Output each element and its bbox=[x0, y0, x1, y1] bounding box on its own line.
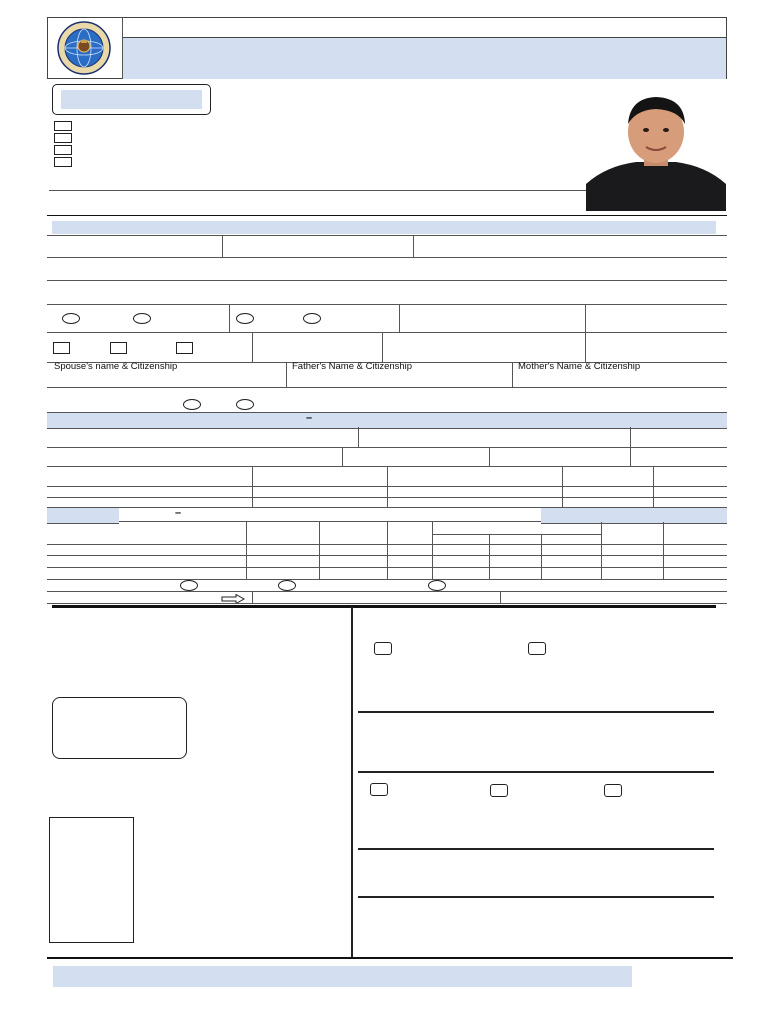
col-line bbox=[222, 235, 223, 257]
exam-radio-3[interactable] bbox=[428, 580, 446, 591]
row-line bbox=[47, 555, 727, 556]
civil-checkbox-1[interactable] bbox=[53, 342, 70, 354]
thumbmark-box[interactable] bbox=[49, 817, 134, 943]
col-line bbox=[601, 522, 602, 579]
col-line bbox=[342, 447, 343, 466]
exam-band-left bbox=[47, 507, 119, 524]
right-line bbox=[358, 711, 714, 713]
yes-no-radio-2[interactable] bbox=[236, 399, 254, 410]
exam-band-dash: – bbox=[175, 507, 182, 519]
col-line bbox=[489, 534, 490, 579]
col-line bbox=[387, 522, 388, 579]
status-radio-2[interactable] bbox=[303, 313, 321, 324]
applicant-photo bbox=[586, 92, 726, 211]
right-line bbox=[358, 896, 714, 898]
father-label: Father's Name & Citizenship bbox=[292, 361, 413, 372]
col-line bbox=[489, 447, 490, 466]
row-line bbox=[47, 497, 727, 498]
signature-box[interactable] bbox=[52, 697, 187, 759]
lower-top-rule bbox=[52, 605, 716, 608]
col-line bbox=[252, 332, 253, 362]
right-line bbox=[358, 771, 714, 773]
col-line bbox=[246, 522, 247, 579]
col-line bbox=[432, 522, 433, 579]
col-line bbox=[399, 304, 400, 332]
right-checkbox-1[interactable] bbox=[374, 642, 392, 655]
personal-info-band bbox=[52, 221, 716, 234]
row-line bbox=[47, 591, 727, 592]
exam-radio-1[interactable] bbox=[180, 580, 198, 591]
col-line bbox=[541, 534, 542, 579]
sex-radio-2[interactable] bbox=[133, 313, 151, 324]
col-line bbox=[500, 591, 501, 603]
mother-label: Mother's Name & Citizenship bbox=[518, 361, 641, 372]
exam-band-right bbox=[541, 507, 727, 524]
option-checkbox-2[interactable] bbox=[54, 133, 72, 143]
prc-seal bbox=[50, 20, 118, 76]
row-line bbox=[47, 304, 727, 305]
civil-checkbox-3[interactable] bbox=[176, 342, 193, 354]
col-line bbox=[229, 304, 230, 332]
row-line bbox=[47, 447, 727, 448]
row-line bbox=[47, 387, 727, 388]
right-checkbox-5[interactable] bbox=[604, 784, 622, 797]
sex-radio-1[interactable] bbox=[62, 313, 80, 324]
prc-seal-icon bbox=[50, 20, 118, 76]
section-rule-top bbox=[47, 215, 727, 216]
col-line bbox=[512, 362, 513, 387]
education-band-dash: – bbox=[306, 412, 313, 424]
row-line bbox=[47, 235, 727, 236]
footer-band bbox=[53, 966, 632, 987]
option-checkbox-4[interactable] bbox=[54, 157, 72, 167]
exam-band-middle bbox=[119, 507, 541, 522]
civil-checkbox-2[interactable] bbox=[110, 342, 127, 354]
row-line bbox=[432, 534, 601, 535]
col-line bbox=[585, 304, 586, 332]
col-line bbox=[630, 447, 631, 466]
header-title-band bbox=[123, 37, 726, 79]
col-line bbox=[319, 522, 320, 579]
arrow-right-icon bbox=[221, 591, 245, 601]
col-line bbox=[382, 332, 383, 362]
row-line bbox=[47, 280, 727, 281]
row-line bbox=[47, 257, 727, 258]
option-checkbox-3[interactable] bbox=[54, 145, 72, 155]
spouse-label: Spouse's name & Citizenship bbox=[54, 361, 178, 372]
row-line bbox=[47, 332, 727, 333]
row-line bbox=[47, 603, 727, 604]
col-line bbox=[358, 427, 359, 447]
right-checkbox-2[interactable] bbox=[528, 642, 546, 655]
col-line bbox=[585, 332, 586, 362]
col-line bbox=[630, 427, 631, 447]
education-band bbox=[47, 412, 727, 429]
exam-radio-2[interactable] bbox=[278, 580, 296, 591]
application-box-field[interactable] bbox=[61, 90, 202, 109]
status-radio-1[interactable] bbox=[236, 313, 254, 324]
row-line bbox=[47, 567, 727, 568]
option-checkbox-1[interactable] bbox=[54, 121, 72, 131]
yes-no-radio-1[interactable] bbox=[183, 399, 201, 410]
col-line bbox=[413, 235, 414, 257]
right-checkbox-4[interactable] bbox=[490, 784, 508, 797]
bottom-rule bbox=[47, 957, 733, 959]
name-line bbox=[49, 190, 587, 191]
right-line bbox=[358, 848, 714, 850]
row-line bbox=[47, 486, 727, 487]
row-line bbox=[47, 544, 727, 545]
col-line bbox=[663, 522, 664, 579]
row-line bbox=[47, 579, 727, 580]
col-line bbox=[252, 591, 253, 603]
right-checkbox-3[interactable] bbox=[370, 783, 388, 796]
col-line bbox=[286, 362, 287, 387]
lower-divider bbox=[351, 607, 353, 958]
